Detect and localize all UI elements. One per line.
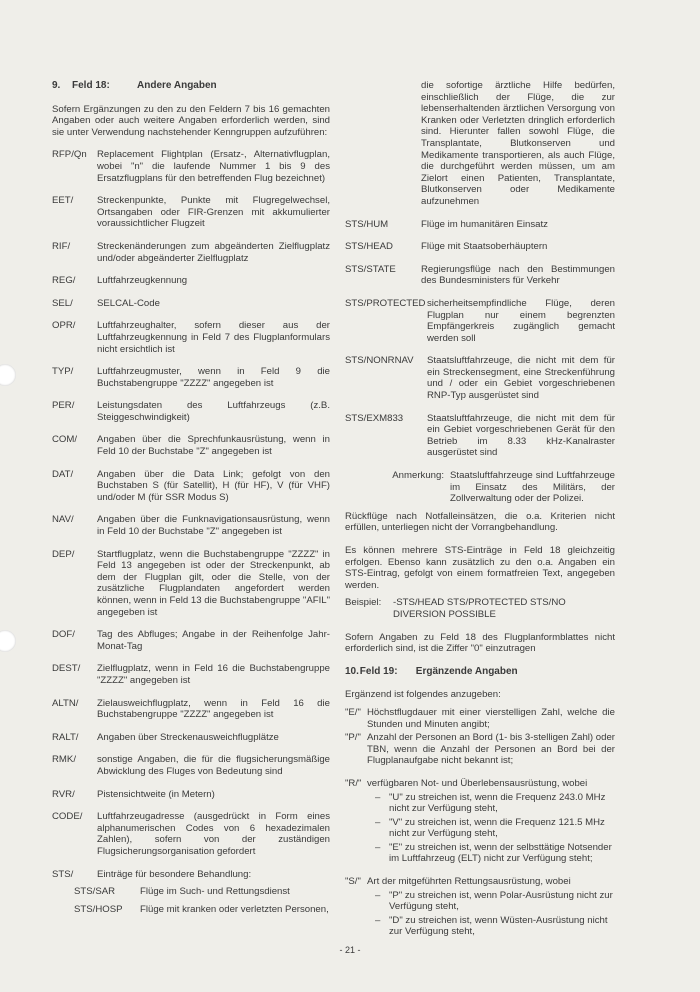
entry-text: Luftfahrzeughalter, sofern dieser aus der Luftfahrzeugkennung in Feld 7 des Flugplanformulars nicht ersichtlich ist — [97, 320, 330, 355]
entry-reg — [52, 275, 330, 287]
entry-text: Zielausweichflugplatz, wenn in Feld 16 die Buchstabengruppe "ZZZZ" angegeben ist — [97, 697, 330, 721]
entry-code: STS/HEAD — [345, 241, 393, 253]
entry-sts-hosp-continued — [345, 80, 615, 208]
entry-sts-hosp — [74, 904, 330, 916]
section-10-intro: Ergänzend ist folgendes anzugeben: — [345, 689, 501, 701]
entry-code: RMK/ — [52, 754, 76, 766]
list-item — [375, 792, 615, 815]
entry-sel — [52, 298, 330, 310]
item-r-list — [375, 792, 615, 866]
list-item-text: "V" zu streichen ist, wenn die Frequenz 121.5 MHz nicht zur Verfügung steht, — [389, 816, 605, 840]
entry-code-addr — [52, 811, 330, 857]
bullet-dash: – — [375, 889, 381, 901]
right-column — [345, 80, 615, 940]
entry-code: STS/NONRNAV — [345, 355, 414, 367]
entry-text: Zielflugplatz, wenn in Feld 16 die Buchstabengruppe "ZZZZ" angegeben ist — [97, 663, 330, 686]
item-code: "P/" — [345, 732, 361, 744]
entry-text: Luftfahrzeugkennung — [97, 275, 188, 287]
entry-rvr — [52, 789, 330, 801]
entry-eet — [52, 195, 330, 230]
item-text: Art der mitgeführten Rettungsausrüstung, wobei — [367, 876, 571, 888]
entry-text: die sofortige ärztliche Hilfe bedürfen, einschließlich der Flüge, die zur lebenserhaltenden ärztlichen Versorgung von Kranken oder Verletzten dringlich erforderlich sind. Hierunter fallen sowohl Flüge, die Transplantate, Blutkonserven und Medikamente transportieren, als auch Flüge, die durchgeführt werden müssen, um am Zielort einen Patienten, Transplantate, Blutkonserven oder Medikamente aufzunehmen — [421, 80, 615, 207]
entry-typ — [52, 366, 330, 389]
entry-opr — [52, 320, 330, 355]
list-item — [375, 915, 615, 938]
punch-hole — [0, 630, 16, 652]
entry-text: sicherheitsempfindliche Flüge, deren Flugplan nur einem begrenzten Empfängerkreis zugänglich gemacht werden soll — [427, 297, 615, 344]
entry-rmk — [52, 754, 330, 777]
section-number: 9. — [52, 80, 61, 91]
item-code: "R/" — [345, 777, 362, 789]
entry-ralt — [52, 732, 330, 744]
note-block — [345, 470, 615, 505]
item-text: Anzahl der Personen an Bord (1- bis 3-stelligen Zahl) oder TBN, wenn die Anzahl der Personen an Bord bei der Flugplanaufgabe nicht bekannt ist; — [367, 732, 615, 767]
entry-code: STS/EXM833 — [345, 412, 404, 424]
intro-paragraph: Sofern Ergänzungen zu den zu den Feldern 7 bis 16 gemachten Angaben oder auch weitere Angaben erforderlich werden, sind sie unter Verwendung nachstehender Kenngruppen aufzuführen: — [52, 103, 330, 138]
entry-sts — [52, 869, 330, 881]
entry-sts-state — [345, 264, 615, 287]
entry-code: STS/PROTECTED — [345, 297, 426, 309]
item-r — [345, 778, 615, 790]
entry-text: Flüge mit Staatsoberhäuptern — [421, 241, 548, 253]
entry-text: Luftfahrzeugadresse (ausgedrückt in Form eines alphanumerischen Codes von 6 hexadezimalen Zahlen), sofern von der zuständigen Flugsicherungsorganisation gefordert — [97, 811, 330, 857]
entry-rfp — [52, 149, 330, 184]
paragraph-mehrere-eintraege: Es können mehrere STS-Einträge in Feld 18 gleichzeitig erfolgen. Ebenso kann zusätzlich zu den o.a. Angaben ein STS-Eintrag, gefolgt von einem formatfreien Text, angegeben werden. — [345, 545, 615, 591]
section-10-heading — [345, 666, 615, 678]
entry-sts-nonrnav — [345, 355, 615, 401]
entry-text: Streckenpunkte, Punkte mit Flugregelwechsel, Ortsangaben oder FIR-Grenzen mit akkumulierter voraussichtlicher Flugzeit — [97, 195, 330, 230]
entry-code: STS/HUM — [345, 218, 389, 230]
item-text: Höchstflugdauer mit einer vierstelligen Zahl, welche die Stunden und Minuten angibt; — [367, 706, 615, 730]
list-item-text: "P" zu streichen ist, wenn Polar-Ausrüstung nicht zur Verfügung steht, — [389, 889, 613, 913]
list-item — [375, 817, 615, 840]
entry-text: Regierungsflüge nach den Bestimmungen des Bundesministers für Verkehr — [421, 263, 615, 287]
section-field: Feld 18: — [72, 80, 110, 91]
entry-sts-hum — [345, 219, 615, 231]
section-title: Ergänzende Angaben — [415, 665, 518, 677]
section-field: Feld 19: — [359, 665, 398, 677]
entry-sts-head — [345, 241, 615, 253]
item-code: "E/" — [345, 706, 361, 718]
entry-text: Angaben über die Funknavigationsausrüstung, wenn in Feld 10 der Buchstabe "Z" angegeben ist — [97, 514, 330, 538]
entry-text: Angaben über die Data Link; gefolgt von den Buchstaben S (für Satellit), H (für HF), V (für VHF) und/oder M (für SSR Modus S) — [97, 468, 330, 503]
entry-text: Angaben über Streckenausweichflugplätze — [97, 731, 279, 743]
entry-sts-exm833 — [345, 413, 615, 459]
item-s — [345, 876, 615, 888]
section-number: 10. — [345, 665, 359, 677]
item-s-list — [375, 890, 615, 938]
entry-dat — [52, 469, 330, 504]
entry-sts-sar — [74, 886, 330, 898]
entry-dof — [52, 629, 330, 652]
entry-nav — [52, 514, 330, 537]
entry-code: EET/ — [52, 195, 74, 207]
paragraph-rueckfluege: Rückflüge nach Notfalleinsätzen, die o.a. Kriterien nicht erfüllen, unterliegen nicht der Vorrangbehandlung. — [345, 510, 615, 534]
entry-text: Startflugplatz, wenn die Buchstabengruppe "ZZZZ" in Feld 13 angegeben ist oder der Streckenpunkt, ab dem der Flugplan gilt, oder die Stelle, von der zusätzliche Flugplandaten angefordert werden können, wenn in Feld 13 die Buchstabengruppe "AFIL" angegeben ist — [97, 548, 330, 618]
bullet-dash: – — [375, 791, 381, 803]
entry-text: Flüge mit kranken oder verletzten Personen, — [140, 903, 329, 915]
bullet-dash: – — [375, 914, 381, 926]
paragraph-sofern: Sofern Angaben zu Feld 18 des Flugplanformblattes nicht erforderlich sind, ist die Ziffer "0" einzutragen — [345, 631, 615, 655]
continuation-indent — [345, 80, 421, 208]
bullet-dash: – — [375, 816, 381, 828]
entry-text: Replacement Flightplan (Ersatz-, Alternativflugplan, wobei "n" die laufende Nummer 1 bis 9 des Ersatzflugplans für den betreffenden Flug bezeichnet) — [97, 149, 330, 184]
entry-code: NAV/ — [52, 514, 74, 526]
section-9-heading — [52, 80, 330, 92]
entry-text: Staatsluftfahrzeuge, die nicht mit dem für ein Streckensegment, eine Streckenführung und / oder ein Gebiet vorgeschriebenen RNP-Typ ausgerüstet sind — [427, 355, 615, 402]
entry-code: CODE/ — [52, 811, 83, 823]
example-label: Beispiel: — [345, 597, 382, 609]
entry-code: DEST/ — [52, 663, 81, 675]
list-item-text: "U" zu streichen ist, wenn die Frequenz 243.0 MHz nicht zur Verfügung steht, — [389, 791, 606, 815]
list-item-text: "E" zu streichen ist, wenn der selbsttätige Notsender im Luftfahrzeug (ELT) nicht zur Verfügung steht; — [389, 841, 612, 865]
section-title: Andere Angaben — [137, 80, 217, 91]
item-e — [345, 707, 615, 730]
entry-code: RFP/Qn — [52, 149, 87, 161]
entry-code: REG/ — [52, 275, 76, 287]
entry-com — [52, 434, 330, 457]
punch-hole — [0, 364, 16, 386]
entry-text: Angaben über die Sprechfunkausrüstung, wenn in Feld 10 der Buchstabe "Z" angegeben ist — [97, 434, 330, 458]
entry-text: Streckenänderungen zum abgeänderten Zielflugplatz und/oder abgeänderter Zielflugplatz — [97, 240, 330, 264]
entry-code: SEL/ — [52, 297, 73, 309]
item-text: verfügbaren Not- und Überlebensausrüstung, wobei — [367, 777, 588, 789]
bullet-dash: – — [375, 841, 381, 853]
entry-code: STS/ — [52, 868, 74, 880]
entry-code: OPR/ — [52, 320, 76, 332]
item-p — [345, 732, 615, 767]
entry-text: Tag des Abfluges; Angabe in der Reihenfolge Jahr-Monat-Tag — [97, 629, 330, 652]
entry-text: sonstige Angaben, die für die flugsicherungsmäßige Abwicklung des Fluges von Bedeutung sind — [97, 754, 330, 777]
example-text: -STS/HEAD STS/PROTECTED STS/NO DIVERSION POSSIBLE — [393, 597, 566, 620]
entry-text: Einträge für besondere Behandlung: — [97, 868, 252, 880]
entry-dest — [52, 663, 330, 686]
entry-code: ALTN/ — [52, 697, 79, 709]
entry-text: Flüge im humanitären Einsatz — [421, 218, 548, 230]
entry-code: STS/HOSP — [74, 903, 123, 915]
entry-code: RVR/ — [52, 788, 75, 800]
entry-rif — [52, 241, 330, 264]
entry-code: RIF/ — [52, 240, 71, 252]
entry-sts-protected — [345, 298, 615, 344]
list-item — [375, 842, 615, 865]
example-block — [345, 597, 615, 620]
note-text: Staatsluftfahrzeuge sind Luftfahrzeuge im Einsatz des Militärs, der Zollverwaltung oder der Polizei. — [450, 470, 615, 505]
entry-code: RALT/ — [52, 731, 79, 743]
entry-list — [52, 149, 330, 915]
entry-code: COM/ — [52, 434, 78, 446]
left-column — [52, 80, 330, 926]
entry-dep — [52, 549, 330, 619]
entry-text: Leistungsdaten des Luftfahrzeugs (z.B. Steiggeschwindigkeit) — [97, 400, 330, 423]
entry-code: STS/STATE — [345, 263, 396, 275]
entry-altn — [52, 698, 330, 721]
note-label: Anmerkung: — [392, 470, 444, 482]
entry-text: Luftfahrzeugmuster, wenn in Feld 9 die Buchstabengruppe "ZZZZ" angegeben ist — [97, 366, 330, 389]
entry-code: DEP/ — [52, 548, 75, 560]
entry-text: Pistensichtweite (in Metern) — [97, 788, 215, 800]
page-number: - 21 - — [339, 945, 361, 955]
entry-code: DOF/ — [52, 629, 75, 641]
entry-code: STS/SAR — [74, 886, 116, 898]
entry-per — [52, 400, 330, 423]
entry-code: TYP/ — [52, 366, 74, 378]
entry-code: PER/ — [52, 400, 75, 412]
item-code: "S/" — [345, 876, 361, 888]
list-item-text: "D" zu streichen ist, wenn Wüsten-Ausrüstung nicht zur Verfügung steht, — [389, 914, 608, 938]
list-item — [375, 890, 615, 913]
entry-code: DAT/ — [52, 468, 74, 480]
entry-text: SELCAL-Code — [97, 297, 160, 309]
entry-text: Staatsluftfahrzeuge, die nicht mit dem für ein Gebiet vorgeschriebenen Gerät für den Betrieb im 8.33 kHz-Kanalraster ausgerüstet sind — [427, 412, 615, 459]
entry-text: Flüge im Such- und Rettungsdienst — [140, 886, 290, 898]
